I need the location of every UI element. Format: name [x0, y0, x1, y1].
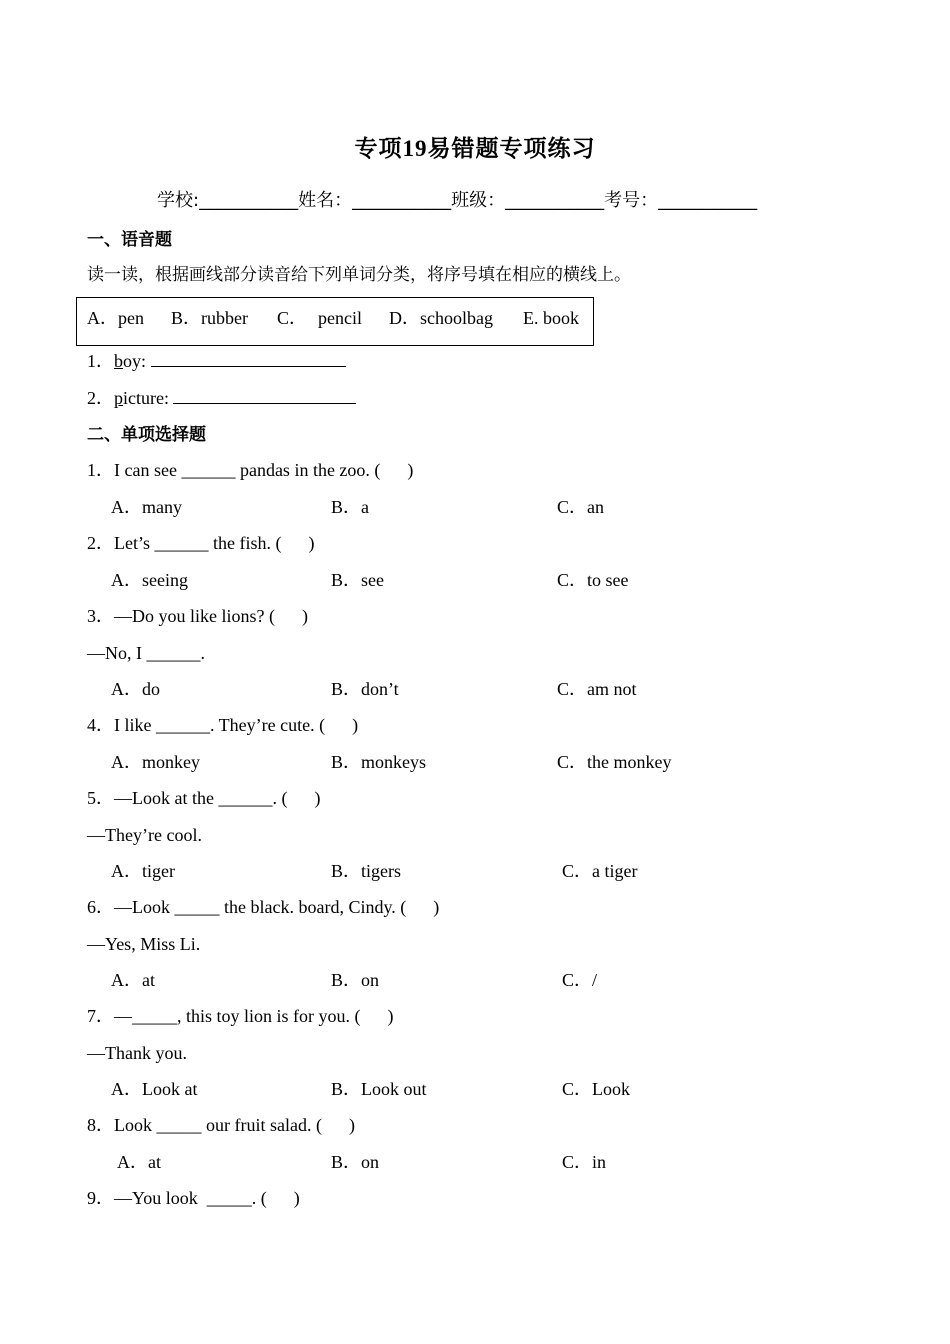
question-6: 6．—Look _____ the black. board, Cindy. ( )	[87, 897, 440, 917]
option-c: C．	[277, 308, 308, 328]
question-1: 1．I can see ______ pandas in the zoo. ( )	[87, 460, 414, 480]
q5-option-b: B．tigers	[331, 861, 401, 881]
name-field: 姓名：___________	[298, 190, 452, 211]
section1-heading: 一、语音题	[87, 230, 172, 250]
q5-option-a: A．tiger	[111, 861, 175, 881]
q1-option-a: A．many	[111, 497, 182, 517]
section1-instruction: 读一读，根据画线部分读音给下列单词分类，将序号填在相应的横线上。	[87, 265, 631, 285]
option-b: B．rubber	[171, 308, 248, 328]
q5-option-c: C．a tiger	[562, 861, 638, 881]
q6-option-a: A．at	[111, 970, 155, 990]
question-5-reply: —They’re cool.	[87, 825, 202, 845]
q8-option-c: C．in	[562, 1152, 607, 1172]
answer-blank-2[interactable]	[173, 387, 356, 404]
question-3-reply: —No, I ______.	[87, 643, 205, 663]
school-field: 学校:___________	[157, 190, 299, 211]
q3-option-a: A．do	[111, 679, 160, 699]
q1-option-b: B．a	[331, 497, 369, 517]
question-7: 7．—_____, this toy lion is for you. ( )	[87, 1006, 394, 1026]
question-2: 2．Let’s ______ the fish. ( )	[87, 533, 315, 553]
q4-option-a: A．monkey	[111, 752, 200, 772]
phonics-item-1: 1．boy:	[87, 350, 346, 372]
q7-option-b: B．Look out	[331, 1079, 427, 1099]
question-8: 8．Look _____ our fruit salad. ( )	[87, 1115, 355, 1135]
q2-option-a: A．seeing	[111, 570, 188, 590]
option-c-word: pencil	[318, 308, 362, 328]
page-title: 专项19易错题专项练习	[354, 136, 596, 161]
option-a: A．pen	[87, 308, 144, 328]
q1-option-c: C．an	[557, 497, 604, 517]
q6-option-b: B．on	[331, 970, 380, 990]
q4-option-b: B．monkeys	[331, 752, 427, 772]
section2-heading: 二、单项选择题	[87, 425, 206, 445]
q6-option-c: C．/	[562, 970, 598, 990]
q8-option-a: A．at	[117, 1152, 161, 1172]
option-e: E. book	[523, 308, 579, 328]
q7-option-c: C．Look	[562, 1079, 631, 1099]
phonics-item-2: 2．picture:	[87, 387, 356, 409]
question-6-reply: —Yes, Miss Li.	[87, 934, 201, 954]
student-info-header	[157, 190, 757, 212]
exam-number-field: 考号：___________	[604, 190, 758, 211]
q3-option-b: B．don’t	[331, 679, 399, 699]
option-d: D．schoolbag	[389, 308, 493, 328]
q2-option-b: B．see	[331, 570, 384, 590]
class-field: 班级：___________	[451, 190, 605, 211]
answer-blank-1[interactable]	[151, 350, 346, 367]
q3-option-c: C．am not	[557, 679, 637, 699]
question-7-reply: —Thank you.	[87, 1043, 187, 1063]
question-9: 9．—You look _____. ( )	[87, 1188, 300, 1208]
q2-option-c: C．to see	[557, 570, 629, 590]
question-3: 3．—Do you like lions? ( )	[87, 606, 308, 626]
q4-option-c: C．the monkey	[557, 752, 672, 772]
q7-option-a: A．Look at	[111, 1079, 198, 1099]
question-5: 5．—Look at the ______. ( )	[87, 788, 321, 808]
question-4: 4．I like ______. They’re cute. ( )	[87, 715, 359, 735]
q8-option-b: B．on	[331, 1152, 380, 1172]
